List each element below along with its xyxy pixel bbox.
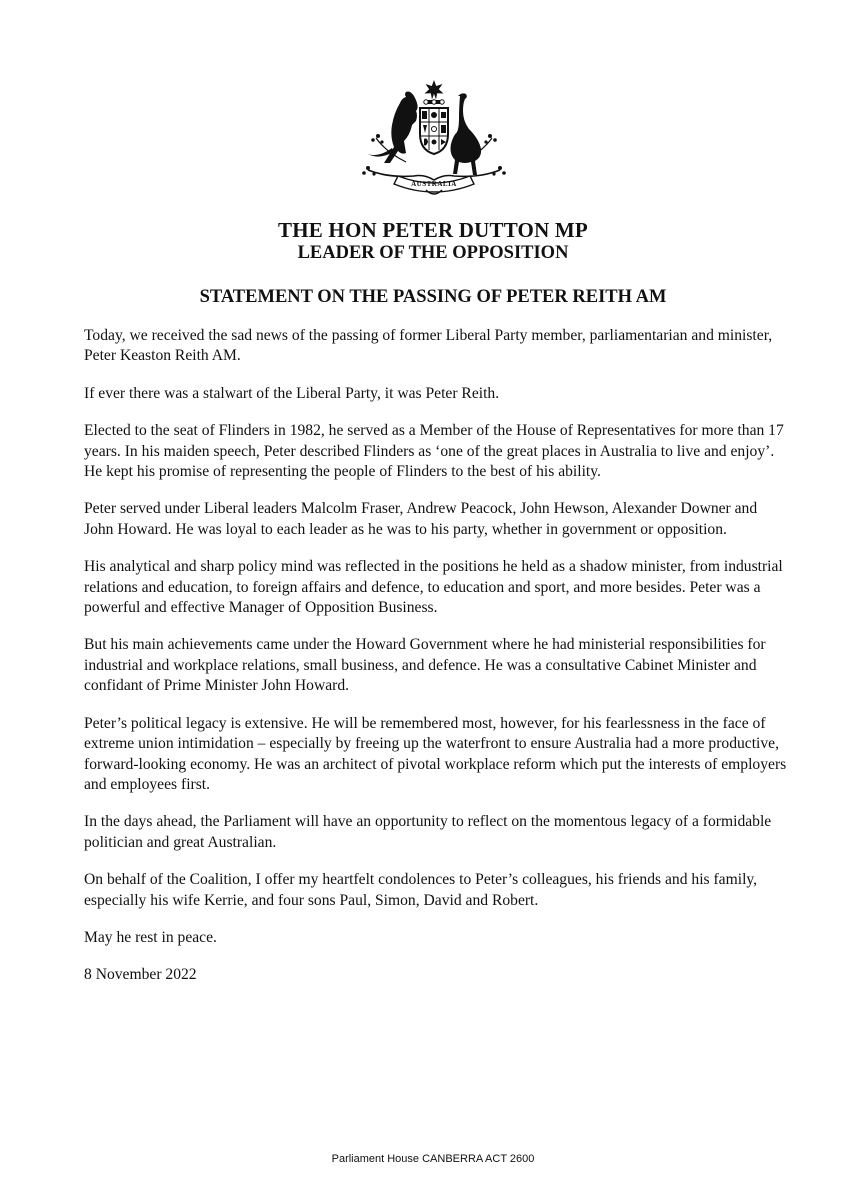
body-paragraph: Elected to the seat of Flinders in 1982, he served as a Member of the House of Representatives for more than 17 years. In his maiden speech, Peter described Flinders as ‘one of the great places in Australia to live and enjoy’. He kept his promise of representing the people of Flinders to the best of his ability.	[84, 422, 784, 481]
footer-address: Parliament House CANBERRA ACT 2600	[331, 1153, 535, 1165]
body-paragraph: If ever there was a stalwart of the Liberal Party, it was Peter Reith.	[84, 384, 500, 402]
coat-of-arms-icon	[354, 78, 514, 202]
body-paragraph: Peter served under Liberal leaders Malcolm Fraser, Andrew Peacock, John Hewson, Alexander Downer and John Howard. He was loyal to each leader as he was to his party, whether in government or opposition.	[84, 500, 758, 538]
statement-title: STATEMENT ON THE PASSING OF PETER REITH AM	[199, 287, 667, 307]
body-paragraph: Today, we received the sad news of the passing of former Liberal Party member, parliamentarian and minister, Peter Keaston Reith AM.	[84, 327, 773, 365]
officeholder-name: THE HON PETER DUTTON MP	[278, 218, 588, 242]
emu-icon	[451, 93, 482, 175]
statement-date: 8 November 2022	[84, 966, 197, 984]
statement-body	[84, 326, 789, 1003]
commonwealth-star-icon	[425, 80, 444, 100]
body-paragraph: May he rest in peace.	[84, 928, 217, 946]
body-paragraph: But his main achievements came under the Howard Government where he had ministerial responsibilities for industrial and workplace relations, small business, and defence. He was a consultative Cabinet Minister and confidant of Prime Minister John Howard.	[84, 636, 766, 695]
body-paragraph: In the days ahead, the Parliament will have an opportunity to reflect on the momentous legacy of a formidable politician and great Australian.	[84, 813, 772, 851]
body-paragraph: On behalf of the Coalition, I offer my heartfelt condolences to Peter’s colleagues, his friends and his family, especially his wife Kerrie, and four sons Paul, Simon, David and Robert.	[84, 871, 758, 909]
crest-scroll-text: AUSTRALIA	[411, 180, 457, 188]
body-paragraph: His analytical and sharp policy mind was reflected in the positions he held as a shadow minister, from industrial relations and education, to foreign affairs and defence, to education and sport, and more besides. Peter was a powerful and effective Manager of Opposition Business.	[84, 558, 783, 617]
body-paragraph: Peter’s political legacy is extensive. He will be remembered most, however, for his fearlessness in the face of extreme union intimidation – especially by freeing up the waterfront to ensure Australia had a more productive, forward-looking economy. He was an architect of pivotal workplace reform which put the interests of employers and employees first.	[84, 714, 787, 793]
officeholder-role: LEADER OF THE OPPOSITION	[297, 243, 569, 263]
